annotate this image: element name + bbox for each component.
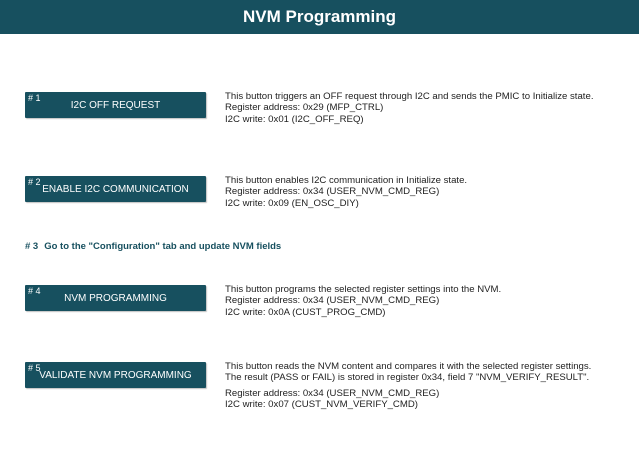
button-label: NVM PROGRAMMING: [64, 293, 167, 304]
description-line: I2C write: 0x01 (I2C_OFF_REQ): [225, 113, 364, 125]
step-2-description: [225, 175, 467, 209]
i2c-off-request-button[interactable]: [25, 92, 206, 118]
step-number: # 5: [28, 363, 41, 373]
button-label: ENABLE I2C COMMUNICATION: [42, 184, 189, 195]
step-4-description: [225, 284, 501, 318]
description-line: I2C write: 0x07 (CUST_NVM_VERIFY_CMD): [225, 399, 418, 411]
step-number: # 2: [28, 177, 41, 187]
page-header: [0, 0, 639, 34]
page-title: NVM Programming: [242, 7, 397, 26]
description-line: Register address: 0x34 (USER_NVM_CMD_REG): [225, 295, 440, 307]
description-line: I2C write: 0x0A (CUST_PROG_CMD): [225, 306, 386, 318]
enable-i2c-communication-button[interactable]: [25, 176, 206, 202]
button-label: VALIDATE NVM PROGRAMMING: [39, 370, 192, 381]
description-line: Register address: 0x29 (MFP_CTRL): [225, 102, 384, 114]
step-1-description: [225, 91, 593, 125]
step-number: # 3: [25, 241, 39, 252]
instruction-text: Go to the "Configuration" tab and update NVM fields: [44, 241, 282, 252]
validate-nvm-programming-button[interactable]: [25, 362, 206, 388]
step-5-description: [225, 361, 591, 411]
description-line: Register address: 0x34 (USER_NVM_CMD_REG): [225, 387, 440, 399]
description-line: The result (PASS or FAIL) is stored in register 0x34, field 7 "NVM_VERIFY_RESULT".: [225, 372, 590, 384]
description-line: I2C write: 0x09 (EN_OSC_DIY): [225, 197, 359, 209]
step-number: # 4: [28, 286, 41, 296]
description-line: This button enables I2C communication in Initialize state.: [225, 175, 468, 186]
nvm-programming-button[interactable]: [25, 285, 206, 311]
step-number: # 1: [28, 93, 41, 103]
step-3-instruction: [25, 241, 281, 252]
description-line: This button reads the NVM content and compares it with the selected register settings.: [225, 361, 592, 372]
description-line: Register address: 0x34 (USER_NVM_CMD_REG): [225, 186, 440, 198]
button-label: I2C OFF REQUEST: [70, 100, 161, 111]
description-line: This button programs the selected register settings into the NVM.: [225, 284, 502, 295]
description-line: This button triggers an OFF request through I2C and sends the PMIC to Initialize state.: [225, 91, 594, 102]
